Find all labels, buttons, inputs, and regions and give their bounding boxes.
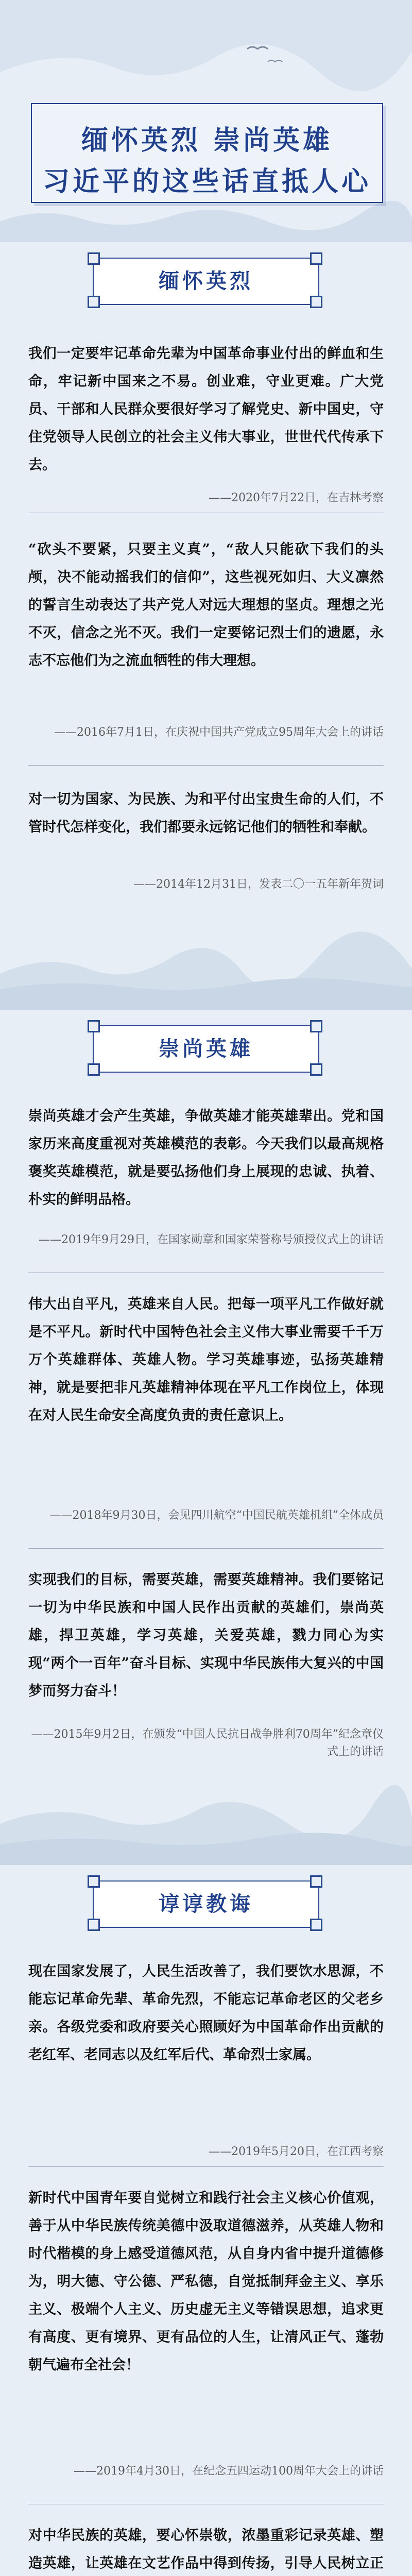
quote-source: ——2014年12月31日，发表二〇一五年新年贺词: [133, 878, 384, 891]
quote-source: ——2019年9月29日，在国家勋章和国家荣誉称号颁授仪式上的讲话: [39, 1233, 384, 1246]
quote-text: 实现我们的目标，需要英雄，需要英雄精神。我们要铭记一切为中华民族和中国人民作出贡献的英雄们，崇尚英雄，捍卫英雄，学习英雄，关爱英雄，戮力同心为实现“两个一百年”奋斗目标、实现中华民族伟大复兴的中国梦而努力奋斗！: [28, 1572, 384, 1699]
quote-source: ——2019年4月30日，在纪念五四运动100周年大会上的讲话: [74, 2465, 384, 2478]
quote-source: ——2018年9月30日，会见四川航空“中国民航英雄机组”全体成员: [49, 1509, 384, 1522]
quote-text: 新时代中国青年要自觉树立和践行社会主义核心价值观，善于从中华民族传统美德中汲取道德滋养，从英雄人物和时代楷模的身上感受道德风范，从自身内省中提升道德修为，明大德、守公德、严私德，自觉抵制拜金主义、享乐主义、极端个人主义、历史虚无主义等错误思想，追求更有高度、更有境界、更有品位的人生，让清风正气、蓬勃朝气遍布全社会！: [28, 2190, 384, 2373]
quote-text: 崇尚英雄才会产生英雄，争做英雄才能英雄辈出。党和国家历来高度重视对英雄模范的表彰。今天我们以最高规格褒奖英雄模范，就是要弘扬他们身上展现的忠诚、执着、朴实的鲜明品格。: [28, 1108, 384, 1208]
quote-source: ——2020年7月22日，在吉林考察: [209, 492, 384, 504]
quote-text: 我们一定要牢记革命先辈为中国革命事业付出的鲜血和生命，牢记新中国来之不易。创业难，守业更难。广大党员、干部和人民群众要很好学习了解党史、新中国史，守住党领导人民创立的社会主义伟大事业，世世代代传承下去。: [28, 346, 384, 473]
quote-text: 伟大出自平凡，英雄来自人民。把每一项平凡工作做好就是不平凡。新时代中国特色社会主义伟大事业需要千千万万个英雄群体、英雄人物。学习英雄事迹，弘扬英雄精神，就是要把非凡英雄精神体现在平凡工作岗位上，体现在对人民生命安全高度负责的责任意识上。: [28, 1296, 384, 1423]
quote-text: 对中华民族的英雄，要心怀崇敬，浓墨重彩记录英雄、塑造英雄，让英雄在文艺作品中得到传扬，引导人民树立正: [28, 2528, 384, 2571]
section-heading-label: 缅怀英烈: [159, 269, 253, 293]
quote-text: “砍头不要紧，只要主义真”，“敌人只能砍下我们的头颅，决不能动摇我们的信仰”，这些视死如归、大义凛然的誓言生动表达了共产党人对远大理想的坚贞。理想之光不灭，信念之光不灭。我们一定要铭记烈士们的遗愿，永志不忘他们为之流血牺牲的伟大理想。: [28, 541, 384, 669]
page-title-line-2: 习近平的这些话直抵人心: [42, 166, 371, 197]
quote-source: ——2019年5月20日，在江西考察: [209, 2145, 384, 2158]
mountain-decoration: [0, 907, 412, 1010]
section-heading-1: [93, 258, 319, 305]
divider: [28, 765, 384, 766]
quote-source: ——2015年9月2日，在颁发“中国人民抗日战争胜利70周年”纪念章仪式上的讲话: [31, 1728, 384, 1758]
section-heading-label: 崇尚英雄: [159, 1037, 253, 1061]
divider: [28, 2166, 384, 2167]
section-heading-3: [93, 1880, 319, 1928]
quote-source: ——2016年7月1日，在庆祝中国共产党成立95周年大会上的讲话: [54, 726, 384, 739]
page-title-line-1: 缅怀英烈 崇尚英雄: [81, 125, 333, 156]
quote-text: 对一切为国家、为民族、为和平付出宝贵生命的人们，不管时代怎样变化，我们都要永远铭记他们的牺牲和奉献。: [28, 791, 384, 835]
divider: [28, 1548, 384, 1549]
section-heading-label: 谆谆教诲: [159, 1892, 253, 1916]
section-heading-2: [93, 1025, 319, 1073]
mountain-decoration: [0, 1762, 412, 1865]
quote-text: 现在国家发展了，人民生活改善了，我们要饮水思源，不能忘记革命先辈、革命先烈，不能忘记革命老区的父老乡亲。各级党委和政府要关心照顾好为中国革命作出贡献的老红军、老同志以及红军后代、革命烈士家属。: [28, 1963, 384, 2063]
title-box: [31, 103, 383, 203]
